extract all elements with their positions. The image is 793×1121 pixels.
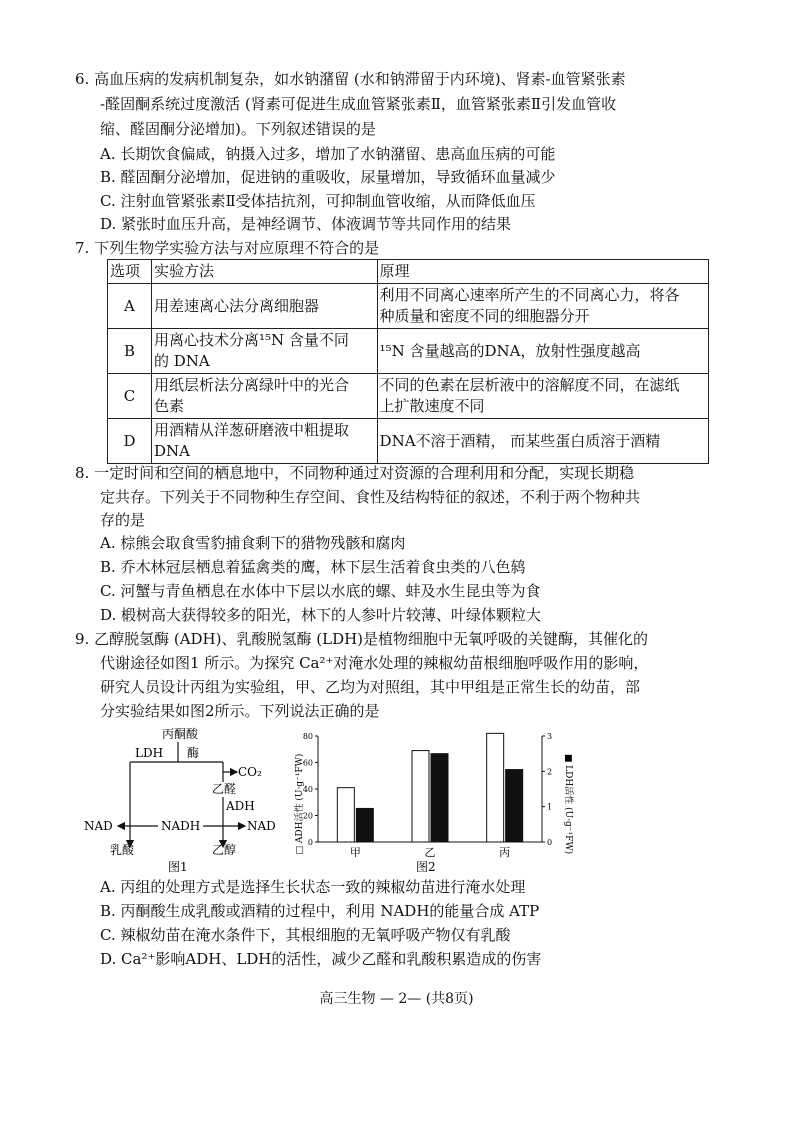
q6-option-c: C. 注射血管紧张素Ⅱ受体拮抗剂，可抑制血管收缩，从而降低血压 (100, 192, 536, 210)
q8-option-c: C. 河蟹与青鱼栖息在水体中下层以水底的螺、蚌及水生昆虫等为食 (100, 582, 541, 600)
x-category-label: 乙 (424, 846, 436, 859)
q9-option-a: A. 丙组的处理方式是选择生长状态一致的辣椒幼苗进行淹水处理 (100, 878, 526, 896)
row-b-method (151, 329, 377, 374)
acetaldehyde-label: 乙醛 (212, 782, 237, 796)
table-row (108, 329, 709, 374)
q6-stem-line1: 6. 高血压病的发病机制复杂，如水钠潴留 (水和钠滞留于内环境)、肾素-血管紧张素 (75, 70, 626, 88)
y-right-tick-label: 3 (547, 732, 553, 741)
row-d-method (151, 419, 377, 464)
row-d-method-l2: DNA (153, 442, 190, 460)
row-c-principle-l1: 不同的色素在层析液中的溶解度不同，在滤纸 (379, 376, 680, 394)
q6-stem-line2: -醛固酮系统过度激活 (肾素可促进生成血管紧张素Ⅱ，血管紧张素Ⅱ引发血管收 (100, 95, 617, 113)
q9-stem-line4: 分实验结果如图2所示。下列说法正确的是 (100, 702, 380, 720)
y-left-tick-label: 60 (302, 758, 313, 768)
y-left-tick-label: 80 (302, 732, 313, 741)
row-a-principle-l1: 利用不同离心速率所产生的不同离心力，将各 (379, 286, 680, 304)
row-b-principle (377, 329, 708, 374)
nad-left-label: NAD (84, 819, 113, 833)
row-a-method (151, 284, 377, 329)
q7-table (107, 259, 709, 464)
chart-bars (337, 733, 522, 842)
row-d-option: D (108, 419, 152, 464)
row-c-method-l1: 用纸层析法分离绿叶中的光合 (153, 376, 349, 394)
q9-stem-line2: 代谢途径如图1 所示。为探究 Ca²⁺对淹水处理的辣椒幼苗根细胞呼吸作用的影响， (100, 654, 649, 672)
y-left-tick-label: 20 (302, 811, 313, 821)
header-principle: 原理 (377, 260, 708, 284)
row-c-principle-l2: 上扩散速度不同 (379, 397, 485, 415)
table-row (108, 419, 709, 464)
y-right-tick-label: 2 (547, 767, 553, 777)
header-option: 选项 (108, 260, 152, 284)
figure-2-chart (284, 724, 584, 874)
q9-option-c: C. 辣椒幼苗在淹水条件下，其根细胞的无氧呼吸产物仅有乳酸 (100, 926, 511, 944)
ldh-bar-2 (506, 770, 523, 842)
figure-1-pathway (80, 722, 285, 874)
q8-stem-line1: 8. 一定时间和空间的栖息地中，不同物种通过对资源的合理利用和分配，实现长期稳 (75, 464, 635, 482)
y-axis-left-label: □ ADH活性 (U·g⁻¹FW) (295, 753, 305, 855)
ethanol-label: 乙醇 (212, 843, 237, 857)
y-left-tick-label: 40 (302, 785, 313, 794)
nad-right-label: NAD (247, 819, 276, 833)
q8-option-a: A. 棕熊会取食雪豹捕食剩下的猎物残骸和腐肉 (100, 534, 406, 552)
adh-label: ADH (226, 799, 255, 813)
y-right-tick-label: 0 (547, 838, 553, 847)
table-row (108, 374, 709, 419)
header-method: 实验方法 (151, 260, 377, 284)
row-a-method-text: 用差速离心法分离细胞器 (153, 296, 319, 315)
q8-stem-line2: 定共存。下列关于不同物种生存空间、食性及结构特征的叙述，不利于两个物种共 (100, 488, 641, 506)
q6-option-d: D. 紧张时血压升高，是神经调节、体液调节等共同作用的结果 (100, 215, 512, 233)
y-left-tick-label: 0 (307, 838, 313, 847)
row-c-principle (377, 374, 708, 419)
figure-2-caption: 图2 (416, 860, 436, 874)
q9-option-b: B. 丙酮酸生成乳酸或酒精的过程中，利用 NADH的能量合成 ATP (100, 902, 540, 920)
row-a-option: A (108, 284, 152, 329)
q9-stem-line3: 研究人员设计丙组为实验组，甲、乙均为对照组，其中甲组是正常生长的幼苗，部 (100, 678, 641, 696)
adh-bar-1 (412, 751, 429, 842)
row-b-principle-text: ¹⁵N 含量越高的DNA，放射性强度越高 (379, 341, 641, 360)
x-category-label: 甲 (349, 846, 361, 859)
figure-1-caption: 图1 (168, 860, 188, 874)
q6-option-b: B. 醛固酮分泌增加，促进钠的重吸收，尿量增加，导致循环血量减少 (100, 168, 556, 186)
q8-stem-line3: 存的是 (100, 511, 146, 529)
table-row (108, 284, 709, 329)
y-axis-right-label: ■ LDH活性 (U·g⁻¹FW) (563, 753, 573, 855)
row-b-method-l2: 的 DNA (153, 352, 210, 370)
row-c-method-l2: 色素 (153, 397, 184, 415)
row-c-method (151, 374, 377, 419)
adh-bar-2 (487, 733, 504, 842)
ldh-bar-0 (356, 808, 373, 842)
row-d-principle (377, 419, 708, 464)
table-header-row (108, 260, 709, 284)
row-a-principle (377, 284, 708, 329)
q8-option-b: B. 乔木林冠层栖息着猛禽类的鹰，林下层生活着食虫类的八色鸫 (100, 558, 526, 576)
nadh-label: NADH (161, 819, 201, 833)
row-a-principle-l2: 种质量和密度不同的细胞器分开 (379, 307, 590, 325)
page-footer: 高三生物 — 2— (共8页) (319, 991, 474, 1007)
lactate-label: 乳酸 (110, 843, 135, 857)
row-b-option: B (108, 329, 152, 374)
q6-option-a: A. 长期饮食偏咸，钠摄入过多，增加了水钠潴留、患高血压病的可能 (100, 145, 556, 163)
row-c-option: C (108, 374, 152, 419)
y-right-tick-label: 1 (547, 802, 553, 812)
x-category-label: 丙 (499, 846, 511, 859)
row-d-principle-text: DNA不溶于酒精， 而某些蛋白质溶于酒精 (379, 431, 661, 450)
enzyme-label: 酶 (187, 746, 200, 760)
co2-label: CO₂ (238, 765, 262, 779)
q9-stem-line1: 9. 乙醇脱氢酶 (ADH)、乳酸脱氢酶 (LDH)是植物细胞中无氧呼吸的关键酶，其催化的 (75, 630, 649, 648)
row-b-method-l1: 用离心技术分离¹⁵N 含量不同 (153, 331, 349, 349)
q6-stem-line3: 缩、醛固酮分泌增加)。下列叙述错误的是 (100, 120, 376, 138)
row-d-method-l1: 用酒精从洋葱研磨液中粗提取 (153, 421, 349, 439)
q7-stem: 7. 下列生物学实验方法与对应原理不符合的是 (75, 239, 380, 257)
ldh-label: LDH (135, 746, 164, 760)
q8-option-d: D. 椴树高大获得较多的阳光，林下的人参叶片较薄、叶绿体颗粒大 (100, 606, 542, 624)
q9-option-d: D. Ca²⁺影响ADH、LDH的活性，减少乙醛和乳酸积累造成的伤害 (100, 950, 542, 968)
ldh-bar-1 (431, 754, 448, 842)
adh-bar-0 (337, 788, 354, 842)
pyruvate-label: 丙酮酸 (162, 727, 199, 741)
